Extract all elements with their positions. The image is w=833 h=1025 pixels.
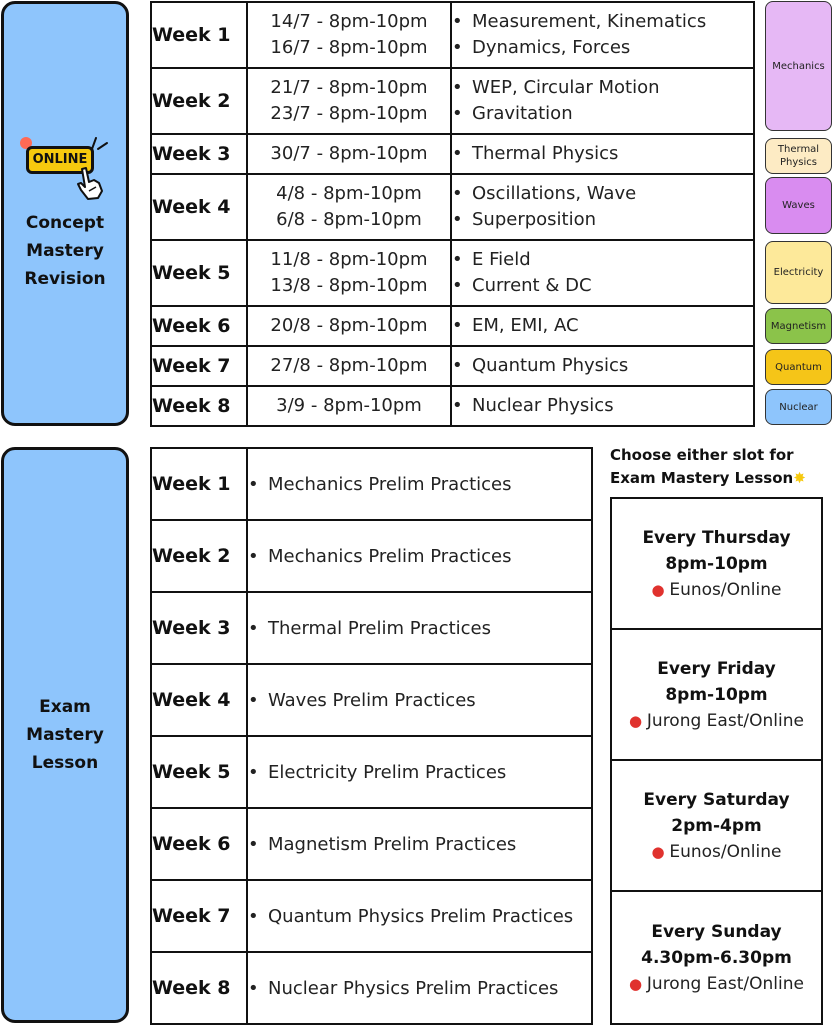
pointing-hand-icon [72, 165, 106, 201]
slot-location-text: Eunos/Online [669, 841, 782, 862]
table-row [151, 592, 592, 664]
topic-cell [451, 306, 754, 346]
choose-line-1: Choose either slot for [610, 446, 794, 464]
date-cell [247, 68, 451, 134]
slot-location [629, 708, 804, 734]
table-row [151, 736, 592, 808]
slot-location [652, 577, 782, 603]
topic-item: • Nuclear Physics Prelim Practices [248, 978, 591, 999]
topic-item: • Electricity Prelim Practices [248, 762, 591, 783]
slot-time: 2pm-4pm [671, 815, 762, 836]
exam-title: Exam Mastery Lesson [26, 697, 104, 773]
topic-cell [247, 808, 592, 880]
date-cell [247, 386, 451, 426]
date-cell [247, 240, 451, 306]
week-label: Week 7 [151, 346, 247, 386]
topic-item: • Waves Prelim Practices [248, 690, 591, 711]
week-label: Week 8 [151, 386, 247, 426]
slot-time: 8pm-10pm [665, 684, 768, 705]
session-date: 23/7 - 8pm-10pm [270, 103, 428, 124]
location-pin-icon: ● [651, 842, 670, 861]
concept-title: Concept Mastery Revision [24, 212, 106, 289]
week-label: Week 1 [151, 448, 247, 520]
week-label: Week 6 [151, 306, 247, 346]
slot-card [612, 892, 821, 1023]
slot-location-text: Eunos/Online [669, 579, 782, 600]
slot-card [612, 499, 821, 630]
topic-cell [451, 68, 754, 134]
topic-item: • Magnetism Prelim Practices [248, 834, 591, 855]
table-row [151, 134, 754, 174]
table-row [151, 448, 592, 520]
location-pin-icon: ● [629, 711, 647, 730]
topic-item: • Dynamics, Forces [452, 35, 753, 61]
session-date: 14/7 - 8pm-10pm [270, 11, 428, 32]
session-date: 16/7 - 8pm-10pm [270, 37, 428, 58]
week-label: Week 4 [151, 664, 247, 736]
date-cell [247, 346, 451, 386]
slot-card [612, 630, 821, 761]
slot-card [612, 761, 821, 892]
week-label: Week 3 [151, 592, 247, 664]
choose-slot-heading [610, 444, 832, 490]
week-label: Week 7 [151, 880, 247, 952]
online-badge: ONLINE [26, 146, 94, 174]
topic-cell [451, 240, 754, 306]
session-date: 3/9 - 8pm-10pm [276, 395, 422, 416]
topic-cell [247, 592, 592, 664]
slot-day: Every Thursday [642, 527, 791, 548]
topic-cell [247, 952, 592, 1024]
topic-tag: Electricity [765, 241, 832, 304]
week-label: Week 3 [151, 134, 247, 174]
date-cell [247, 2, 451, 68]
week-label: Week 8 [151, 952, 247, 1024]
topic-item: • Superposition [452, 207, 753, 233]
session-date: 11/8 - 8pm-10pm [270, 249, 428, 270]
choose-line-2: Exam Mastery Lesson [610, 469, 794, 487]
sparkle-icon: ✸ [793, 469, 806, 487]
topic-tag: Nuclear [765, 389, 832, 425]
topic-cell [247, 448, 592, 520]
slot-time: 4.30pm-6.30pm [641, 947, 792, 968]
exam-mastery-panel [1, 447, 129, 1023]
table-row [151, 386, 754, 426]
table-row [151, 68, 754, 134]
topic-tag: Waves [765, 177, 832, 234]
table-row [151, 346, 754, 386]
week-label: Week 6 [151, 808, 247, 880]
topic-item: • Measurement, Kinematics [452, 9, 753, 35]
topic-cell [247, 664, 592, 736]
table-row [151, 174, 754, 240]
topic-item: • Mechanics Prelim Practices [248, 546, 591, 567]
week-label: Week 1 [151, 2, 247, 68]
topic-item: • WEP, Circular Motion [452, 75, 753, 101]
session-date: 13/8 - 8pm-10pm [270, 275, 428, 296]
topic-item: • Thermal Physics [452, 141, 753, 167]
week-label: Week 5 [151, 240, 247, 306]
week-label: Week 4 [151, 174, 247, 240]
table-row [151, 880, 592, 952]
slot-time: 8pm-10pm [665, 553, 768, 574]
topic-tag: Thermal Physics [765, 138, 832, 174]
table-row [151, 306, 754, 346]
online-icon [20, 135, 110, 203]
topic-item: • EM, EMI, AC [452, 313, 753, 339]
exam-slots [610, 497, 823, 1025]
topic-item: • Nuclear Physics [452, 393, 753, 419]
week-label: Week 2 [151, 68, 247, 134]
session-date: 4/8 - 8pm-10pm [276, 183, 422, 204]
location-pin-icon: ● [629, 974, 647, 993]
date-cell [247, 306, 451, 346]
topic-item: • Thermal Prelim Practices [248, 618, 591, 639]
topic-cell [247, 520, 592, 592]
slot-location [629, 971, 804, 997]
topic-item: • E Field [452, 247, 753, 273]
topic-item: • Quantum Physics Prelim Practices [248, 906, 591, 927]
slot-location-text: Jurong East/Online [646, 710, 804, 731]
topic-item: • Current & DC [452, 273, 753, 299]
topic-item: • Gravitation [452, 101, 753, 127]
table-row [151, 240, 754, 306]
topic-item: • Oscillations, Wave [452, 181, 753, 207]
topic-cell [451, 346, 754, 386]
date-cell [247, 174, 451, 240]
table-row [151, 808, 592, 880]
slot-location-text: Jurong East/Online [646, 973, 804, 994]
topic-tag: Quantum [765, 349, 832, 385]
week-label: Week 2 [151, 520, 247, 592]
topic-tag: Mechanics [765, 1, 832, 131]
session-date: 21/7 - 8pm-10pm [270, 77, 428, 98]
session-date: 30/7 - 8pm-10pm [270, 143, 428, 164]
exam-schedule-table [150, 447, 593, 1025]
location-pin-icon: ● [651, 580, 670, 599]
slot-day: Every Saturday [643, 789, 790, 810]
topic-cell [247, 880, 592, 952]
topic-item: • Quantum Physics [452, 353, 753, 379]
table-row [151, 2, 754, 68]
table-row [151, 952, 592, 1024]
session-date: 20/8 - 8pm-10pm [270, 315, 428, 336]
session-date: 27/8 - 8pm-10pm [270, 355, 428, 376]
session-date: 6/8 - 8pm-10pm [276, 209, 422, 230]
topic-tag: Magnetism [765, 308, 832, 344]
concept-mastery-panel [1, 1, 129, 426]
table-row [151, 520, 592, 592]
topic-cell [451, 2, 754, 68]
topic-cell [451, 174, 754, 240]
slot-day: Every Friday [657, 658, 776, 679]
date-cell [247, 134, 451, 174]
week-label: Week 5 [151, 736, 247, 808]
topic-cell [247, 736, 592, 808]
table-row [151, 664, 592, 736]
topic-item: • Mechanics Prelim Practices [248, 474, 591, 495]
topic-cell [451, 386, 754, 426]
concept-schedule-table [150, 1, 755, 427]
topic-cell [451, 134, 754, 174]
slot-location [652, 839, 782, 865]
slot-day: Every Sunday [651, 921, 782, 942]
